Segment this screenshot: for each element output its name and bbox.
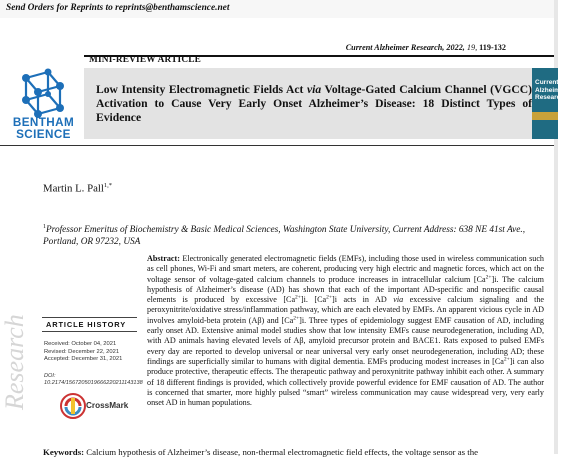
abstract-text-1: Electronically generated electromagnetic fields (EMFs), including those used in wireless communication such as cell phones, Wi-Fi and smart meters, are coherent, producing very high electric and magnetic forces, which act on the voltage sensor of voltage-gated calcium channels to produce increases in intracellular calcium [Ca [147,254,544,284]
doi-block [44,373,143,387]
journal-cover-stripe [532,112,558,120]
article-dates [44,341,122,364]
molecule-cube-icon [12,68,74,118]
affiliation-text: Professor Emeritus of Biochemistry & Basic Medical Sciences, Washington State University, Current Address: 638 NE 41st Ave., Portland, OR 97232, USA [43,225,526,248]
keywords [43,447,563,457]
article-title: Low Intensity Electromagnetic Fields Act via Voltage-Gated Calcium Channel (VGCC) Activation to Cause Very Early Onset Alzheimer’s Disease: 18 Distinct Types of Evidence [96,83,532,124]
received-date: Received: October 04, 2021 [44,341,117,347]
abstract-label: Abstract: [147,254,180,263]
article-type: MINI-REVIEW ARTICLE [89,55,202,65]
cover-line2: Alzheime [535,86,564,94]
abstract-text-7: ]i can also produce protective, therapeutic effects. The therapeutic pathway and peroxynitrite pathway inhibit each other. A summary of 18 different findings is provided, which collectively provide powerful evidence for EMF causation of AD. The author is concerned that smarter, more highly pulsed “smart” wireless communication may cause widespread very, very early onset AD in human populations. [147,356,544,408]
reprint-note: Send Orders for Reprints to reprints@benthamscience.net [6,3,230,13]
calcium-charge-5: 2+ [503,356,510,363]
title-via: via [306,83,322,96]
journal-volume: 19, [466,43,478,52]
keywords-label: Keywords: [43,447,85,457]
doi-label: DOI: [44,373,56,379]
publisher-logo-text [6,117,81,141]
affiliation-mark: 1 [43,224,46,230]
abstract-text-5: excessive calcium signaling and the peroxynitrite/oxidative stress/inflammation pathway, which are each elevated by EMFs. An apparent vicious cycle in AD involves amyloid-beta protein (Aβ) and [Ca [147,295,544,325]
watermark: Research [0,314,29,410]
journal-citation [0,43,506,52]
article-history-top-rule [42,317,137,318]
author-name: Martin L. Pall [43,182,104,195]
calcium-charge-2: 2+ [295,294,301,301]
article-history-heading: ARTICLE HISTORY [46,320,127,329]
author-line [43,182,112,195]
title-bottom-rule [0,145,554,146]
article-history-bottom-rule [42,331,137,332]
journal-cover-text [535,79,564,102]
crossmark-label[interactable]: CrossMark [86,401,129,410]
publisher-logo-line2: SCIENCE [16,128,71,141]
abstract-text-4: ]i acts in AD [332,295,394,305]
journal-name: Current Alzheimer Research, [345,43,445,52]
journal-year: 2022, [446,43,465,52]
abstract-text-3: ]i. [Ca [300,295,327,305]
accepted-date: Accepted: December 31, 2021 [44,356,123,363]
calcium-charge-1: 2+ [485,273,492,280]
abstract-text-2: ]i. The calcium hypothesis of Alzheimer’s disease (AD) has shown that each of the important AD-specific and nonspecific causal elements is produced by excessive [Ca [147,274,544,305]
revised-date: Revised: December 22, 2021 [44,348,120,355]
abstract-text-6: ]i. Three types of epidemiology suggest EMF causation of AD, including early onset AD. Extensive animal model studies show that low intensity EMFs cause neurodegeneration, including AD, with AD animals having elevated levels of Aβ, amyloid precursor protein and BACE1. Rats exposed to pulsed EMFs every day are reported to develop universal or near universal very early onset neurodegeneration, including AD; these findings are superficially similar to humans with digital dementia. EMFs producing modest increases in [Ca [147,315,544,366]
affiliation [43,221,543,248]
journal-pages: 119-132 [479,43,506,52]
crossmark-icon[interactable] [60,393,86,419]
keywords-text: Calcium hypothesis of Alzheimer’s disease, non-thermal electromagnetic field effects, the voltage sensor as the [86,447,478,457]
publisher-logo-line1: BENTHAM [12,116,75,129]
reprint-bar [0,0,558,18]
cover-line1: Current [535,79,559,86]
calcium-charge-4: 2+ [293,315,300,322]
abstract-via: via [393,295,404,305]
calcium-charge-3: 2+ [326,294,332,301]
doi-link[interactable]: 10.2174/1567205019666220211143138 [44,380,143,386]
cover-line3: Research [535,94,564,101]
author-marks: 1,* [103,182,112,189]
abstract [147,254,544,408]
